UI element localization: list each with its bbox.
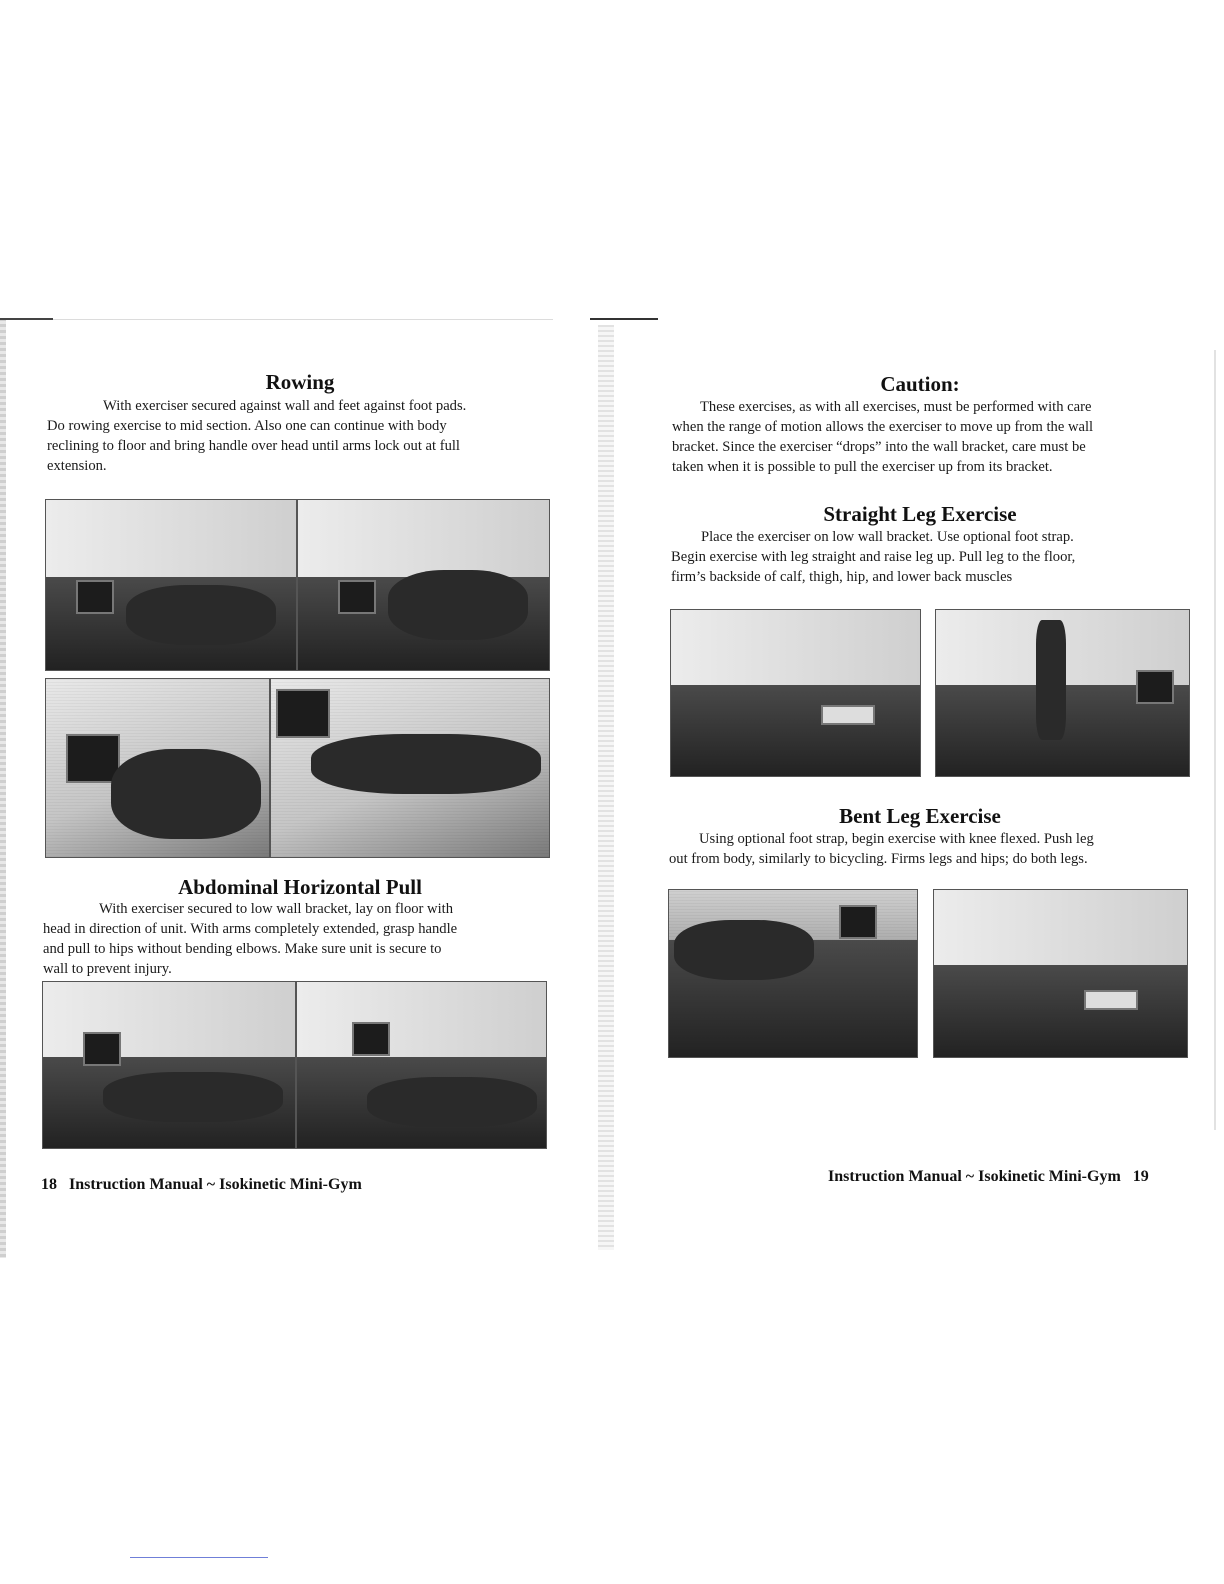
bent-leg-description — [669, 829, 1189, 869]
straight-leg-line: firm’s backside of calf, thigh, hip, and lower back muscles — [671, 569, 1013, 585]
straight-leg-line: Place the exerciser on low wall bracket. Use optional foot strap. — [701, 529, 1074, 545]
right-page-footer — [828, 1167, 1149, 1187]
rowing-photo-1 — [45, 499, 297, 671]
caution-title: Caution: — [880, 372, 960, 396]
rowing-title: Rowing — [265, 370, 335, 394]
straight-leg-photo-1 — [670, 609, 921, 777]
abdominal-photo-1 — [42, 981, 296, 1149]
page-number: 18 — [41, 1176, 57, 1193]
left-page-footer — [41, 1175, 362, 1195]
caution-description — [672, 397, 1192, 477]
abdominal-title: Abdominal Horizontal Pull — [178, 875, 422, 899]
abdominal-line: head in direction of unit. With arms completely extended, grasp handle — [43, 921, 458, 937]
straight-leg-description — [671, 527, 1191, 587]
straight-leg-photo-2 — [935, 609, 1190, 777]
book-gutter — [598, 325, 614, 1250]
straight-leg-title: Straight Leg Exercise — [823, 502, 1017, 526]
page-corner-rule-right — [590, 318, 658, 320]
straight-leg-line: Begin exercise with leg straight and raise leg up. Pull leg to the floor, — [671, 549, 1076, 565]
rowing-photo-2 — [297, 499, 550, 671]
page-top-rule — [53, 319, 553, 320]
bent-leg-line: out from body, similarly to bicycling. Firms legs and hips; do both legs. — [669, 851, 1088, 867]
bent-leg-line: Using optional foot strap, begin exercise with knee flexed. Push leg — [699, 831, 1094, 847]
bent-leg-title: Bent Leg Exercise — [839, 804, 1001, 828]
caution-line: These exercises, as with all exercises, must be performed with care — [700, 399, 1092, 415]
abdominal-line: and pull to hips without bending elbows. Make sure unit is secure to — [43, 941, 442, 957]
rowing-line: With exerciser secured against wall and feet against foot pads. — [103, 398, 467, 414]
bent-leg-photo-1 — [668, 889, 918, 1058]
rowing-line: reclining to floor and bring handle over head until arms lock out at full — [47, 438, 460, 454]
caution-line: bracket. Since the exerciser “drops” into the wall bracket, care must be — [672, 439, 1086, 455]
footer-title: Instruction Manual ~ Isokinetic Mini-Gym — [69, 1176, 362, 1193]
page-number: 19 — [1132, 1168, 1149, 1185]
abdominal-description — [43, 899, 553, 979]
scan-edge-right — [1214, 350, 1216, 1130]
footer-title: Instruction Manual ~ Isokinetic Mini-Gym — [828, 1168, 1121, 1185]
rowing-photo-4 — [270, 678, 550, 858]
caution-line: when the range of motion allows the exerciser to move up from the wall — [672, 419, 1094, 435]
page-corner-rule-left — [0, 318, 53, 320]
abdominal-line: wall to prevent injury. — [43, 961, 172, 977]
rowing-photo-3 — [45, 678, 270, 858]
scan-edge-left — [0, 318, 6, 1258]
rowing-description — [47, 396, 547, 476]
rowing-line: Do rowing exercise to mid section. Also one can continue with body — [47, 418, 447, 434]
bent-leg-photo-2 — [933, 889, 1188, 1058]
caution-line: taken when it is possible to pull the exerciser up from its bracket. — [672, 459, 1053, 475]
abdominal-photo-2 — [296, 981, 547, 1149]
abdominal-line: With exerciser secured to low wall bracket, lay on floor with — [99, 901, 453, 917]
blue-underline-mark — [130, 1557, 268, 1558]
rowing-line: extension. — [47, 458, 107, 474]
